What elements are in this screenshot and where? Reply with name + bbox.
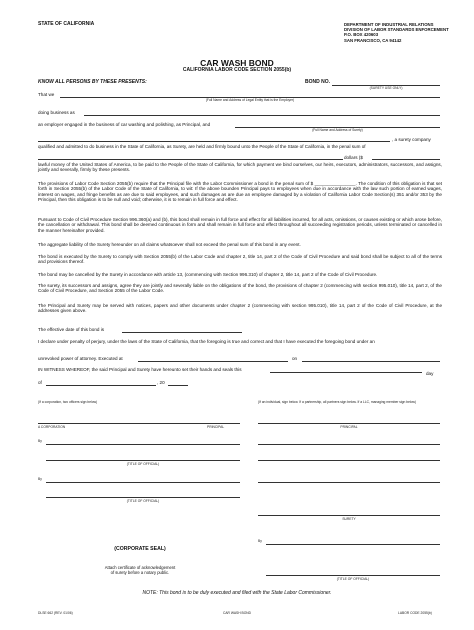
condition-paragraph: The provisions of Labor Code Section 2055(b) require that the Principal file with the Labor Commissioner a bond in the penal sum of $ ________________. The condition of this obligation is that set forth in Section 2055(b) of the Labor Code of the State of California, to wit: If the above bounden Principal pays to employees when due in accordance with the law such portion of earned wages, interest on wages, and fringe benefits as are due to said employees, and such damages as are due an employee damaged by a violation of California Labor Code Section(s) 351 and/or 353 by the Principal, then this obligation is to be null and void; otherwise, it is to remain in full force and effect. [38, 181, 442, 203]
by-label: By [258, 539, 262, 543]
corporation-name-field[interactable] [38, 423, 240, 424]
officer1-signature-field[interactable] [46, 444, 240, 445]
individual-hint: (If an individual, sign below. If a partnership, all partners sign below. If a LLC, managing member sign below) [258, 400, 416, 404]
of-label: of [38, 380, 42, 385]
form-title: CAR WASH BOND [200, 58, 274, 68]
effective-date-field[interactable] [122, 332, 242, 333]
perjury-text: I declare under penalty of perjury, under the laws of the State of California, that the foregoing is true and correct and that I have executed the foregoing bond under an [38, 339, 375, 344]
year-prefix: , 20 [157, 380, 165, 385]
footer-title: CAR WASH BOND [222, 611, 252, 615]
individual-signature-2-field[interactable] [258, 460, 440, 461]
effective-date-label: The effective date of this bond is [38, 327, 105, 332]
compliance-paragraph: The bond is executed by the Surety to comply with Section 2055(b) of the Labor Code and chapter 2, title 14, part 2 of the Code of Civil Procedure and said bond shall be subject to all of the terms and provisions thereof. [38, 254, 442, 265]
surety-label: SURETY [342, 517, 356, 521]
individual-signature-3-field[interactable] [258, 482, 440, 483]
corporate-seal-label: (CORPORATE SEAL) [114, 546, 166, 552]
surety-company-text: , a surety company [392, 137, 431, 142]
officer2-signature-field[interactable] [46, 482, 240, 483]
form-id: DLSE 662 (REV. 01/06) [38, 611, 73, 615]
principal-label-left: PRINCIPAL [207, 425, 225, 429]
surety-use-only-hint: (SURETY USE ONLY) [369, 86, 403, 90]
by-label: By [38, 439, 42, 443]
attach-line: of surety before a notary public. [110, 569, 170, 575]
continuation-paragraph: Pursuant to Code of Civil Procedure Section 996.360(a) and (b), this bond shall remain in full force and effect for all liabilities incurred, for all acts, omissions, or causes existing or which arose before, the cancellation or withdrawal. This bond shall be deemed continuous in form and shall remain in full force and effect throughout all succeeding registration periods, unless terminated or cancelled in the manner hereinafter provided. [38, 217, 442, 233]
dollars-label: dollars ($ [344, 155, 363, 160]
state-heading: STATE OF CALIFORNIA [38, 21, 95, 27]
dba-field[interactable] [84, 115, 440, 116]
dept-line: P.O. BOX 420603 [344, 32, 379, 38]
principal-label-right: PRINCIPAL [340, 425, 358, 429]
title-of-official-label: (TITLE OF OFFICIAL) [336, 577, 370, 581]
title-of-official-label: (TITLE OF OFFICIAL) [126, 462, 160, 466]
surety-address-field[interactable] [38, 141, 390, 142]
title-of-official-label: (TITLE OF OFFICIAL) [126, 499, 160, 503]
penal-sum-amount-field[interactable] [372, 159, 440, 160]
by-label: By [38, 477, 42, 481]
surety-hint: (Full Name and Address of Surety) [312, 128, 363, 132]
principal-hint: (Full Name and Address of Legal Entity that is the Employer) [205, 98, 295, 102]
individual-signature-1-field[interactable] [258, 444, 440, 445]
a-corporation-label: A CORPORATION [38, 425, 66, 429]
engaged-text: an employer engaged in the business of car washing and polishing, as Principal, and [38, 122, 211, 127]
witness-month-field[interactable] [46, 385, 156, 386]
dept-line: DIVISION OF LABOR STANDARDS ENFORCEMENT [344, 27, 449, 33]
dba-label: doing business as [38, 110, 75, 115]
attach-certificate-note [70, 566, 210, 576]
surety-title-field[interactable] [266, 575, 440, 576]
joint-liability-paragraph: The surety, its successors and assigns, agree they are jointly and severally liable on the obligations of the bond, the provisions of chapter 2 (commencing with section 995.010), title 14, part 2, of the Code of Civil Procedure, and Section 2055 of the Labor Code. [38, 283, 442, 294]
witness-year-field[interactable] [168, 385, 188, 386]
form-subtitle: CALIFORNIA LABOR CODE SECTION 2055(b) [182, 67, 292, 73]
cancellation-paragraph: The bond may be cancelled by the Surety in accordance with article 13, (commencing with Section 996.310) of chapter 2, title 14, part 2 of the Code of Civil Procedure. [38, 272, 378, 277]
dept-line: DEPARTMENT OF INDUSTRIAL RELATIONS [344, 22, 434, 27]
executed-on-field[interactable] [302, 361, 440, 362]
aggregate-liability-paragraph: The aggregate liability of the Surety hereunder on all claims whatsoever shall not exceed the penal sum of this bond in any event. [38, 242, 301, 247]
unrevoked-text: unrevoked power of attorney. Executed at [38, 356, 123, 361]
witness-text: IN WITNESS WHEREOF, the said Principal and Surety have hereunto set their hands and seals this [38, 367, 242, 372]
witness-day-field[interactable] [270, 372, 422, 373]
surety-by-field[interactable] [266, 544, 440, 545]
lawful-money-text: lawful money of the United States of America, to be paid to the People of the State of California, for which payment we bind ourselves, our heirs, executors, administrators, successors, and assigns, jointly and severally, firmly by these presents. [38, 162, 442, 173]
know-all-persons: KNOW ALL PERSONS BY THESE PRESENTS: [38, 79, 147, 85]
filing-note: NOTE: This bond is to be duly executed and filed with the State Labor Commissioner. [142, 590, 332, 596]
penal-sum-words-field[interactable] [38, 159, 343, 160]
officer1-title-field[interactable] [46, 460, 240, 461]
principal-name-right-field[interactable] [258, 423, 440, 424]
surety-signature-field[interactable] [258, 515, 440, 516]
on-label: on [292, 356, 298, 361]
qualified-text: qualified and admitted to do business in the State of California, as Surety, are held and firmly bound unto the People of the State of California, in the penal sum of [38, 144, 366, 149]
corporation-hint: (If a corporation, two officers sign below) [38, 400, 98, 404]
attach-line: Attach certificate of acknowledgement [104, 565, 176, 570]
executed-at-field[interactable] [138, 361, 288, 362]
department-address [344, 22, 449, 43]
footer-code: LABOR CODE 2055(b) [398, 611, 432, 615]
officer2-title-field[interactable] [46, 497, 240, 498]
service-paragraph: The Principal and Surety may be served with notices, papers and other documents under chapter 2 (commencing with section 995.010), title 14, part 2 of the Code of Civil Procedure, at the addresses given above. [38, 303, 442, 314]
bond-no-label: BOND NO. [305, 79, 330, 85]
dept-line: SAN FRANCISCO, CA 94142 [344, 37, 402, 43]
that-we-label: That we [38, 92, 55, 97]
day-label: day [426, 371, 434, 376]
